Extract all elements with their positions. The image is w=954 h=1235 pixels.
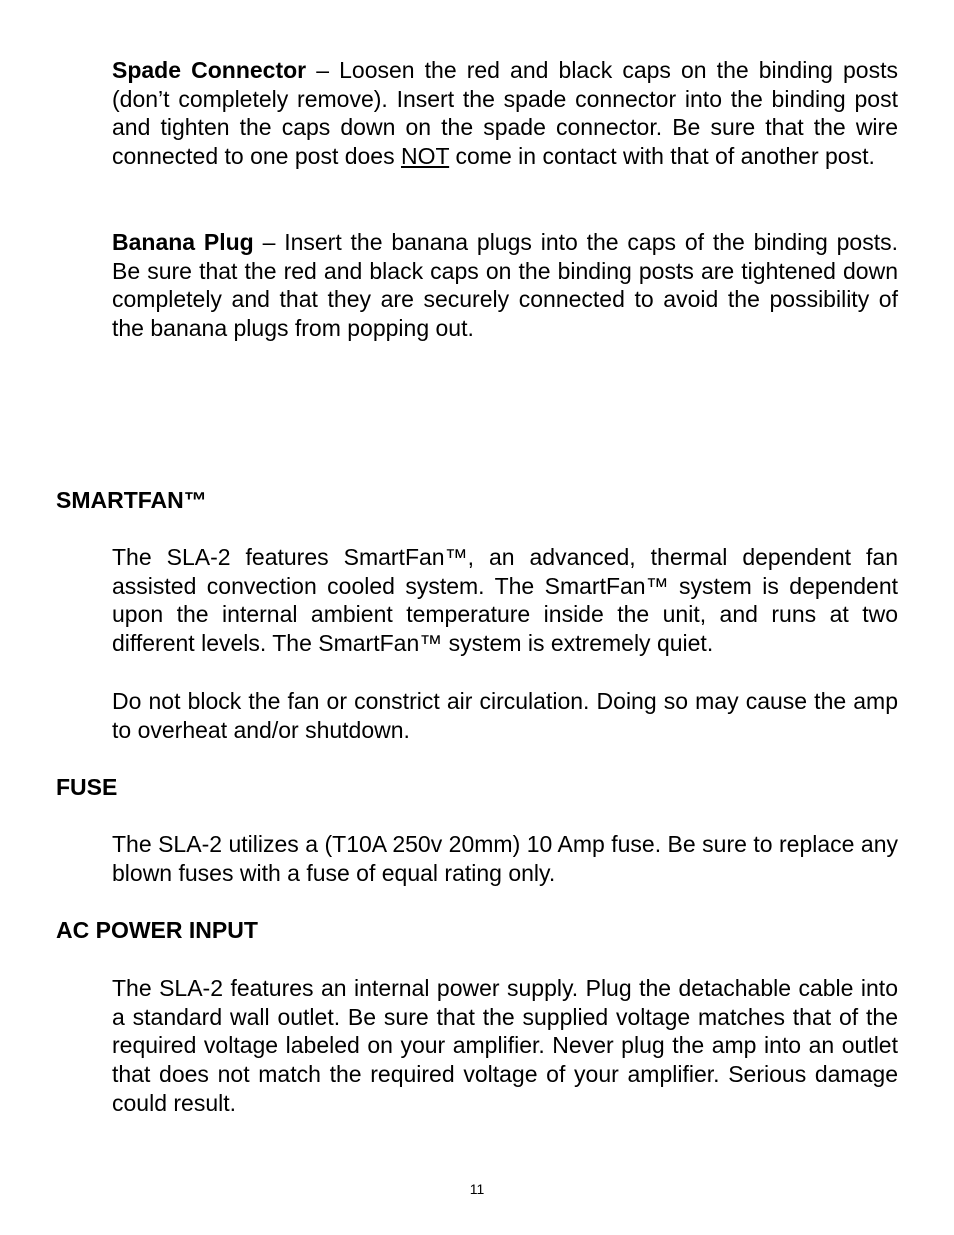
smartfan-heading: SMARTFAN™ [56,487,207,513]
spade-connector-text: – Loosen the red and black caps on the binding posts (don’t completely remove). Insert the spade connector into the binding post and tighten the caps down on the spade connector. Be sure that the wire connected to one post does [112,57,898,170]
spade-connector-paragraph [112,56,898,171]
page-number: 11 [469,1181,485,1197]
ac-power-heading: AC POWER INPUT [56,917,258,943]
smartfan-paragraph-1: The SLA-2 features SmartFan™, an advanced, thermal dependent fan assisted convection cooled system. The SmartFan™ system is dependent upon the internal ambient temperature inside the unit, and runs at two different levels. The SmartFan™ system is extremely quiet. [112,544,898,657]
banana-plug-paragraph [112,228,898,343]
spade-connector-lead: Spade Connector [112,57,307,83]
ac-power-paragraph: The SLA-2 features an internal power supply. Plug the detachable cable into a standard wall outlet. Be sure that the supplied voltage matches that of the required voltage labeled on your amplifier. Never plug the amp into an outlet that does not match the required voltage of your amplifier. Serious damage could result. [112,975,898,1116]
fuse-paragraph: The SLA-2 utilizes a (T10A 250v 20mm) 10 Amp fuse. Be sure to replace any blown fuses with a fuse of equal rating only. [112,831,898,886]
fuse-heading: FUSE [56,774,118,800]
smartfan-paragraph-2: Do not block the fan or constrict air circulation. Doing so may cause the amp to overheat and/or shutdown. [112,688,898,743]
spade-connector-emphasis: NOT [401,143,450,170]
banana-plug-text: – Insert the banana plugs into the caps of the binding posts. Be sure that the red and black caps on the binding posts are tightened down completely and that they are securely connected to avoid the possibility of the banana plugs from popping out. [112,229,898,342]
banana-plug-lead: Banana Plug [112,229,254,255]
spade-connector-text-end: come in contact with that of another post. [449,143,875,170]
